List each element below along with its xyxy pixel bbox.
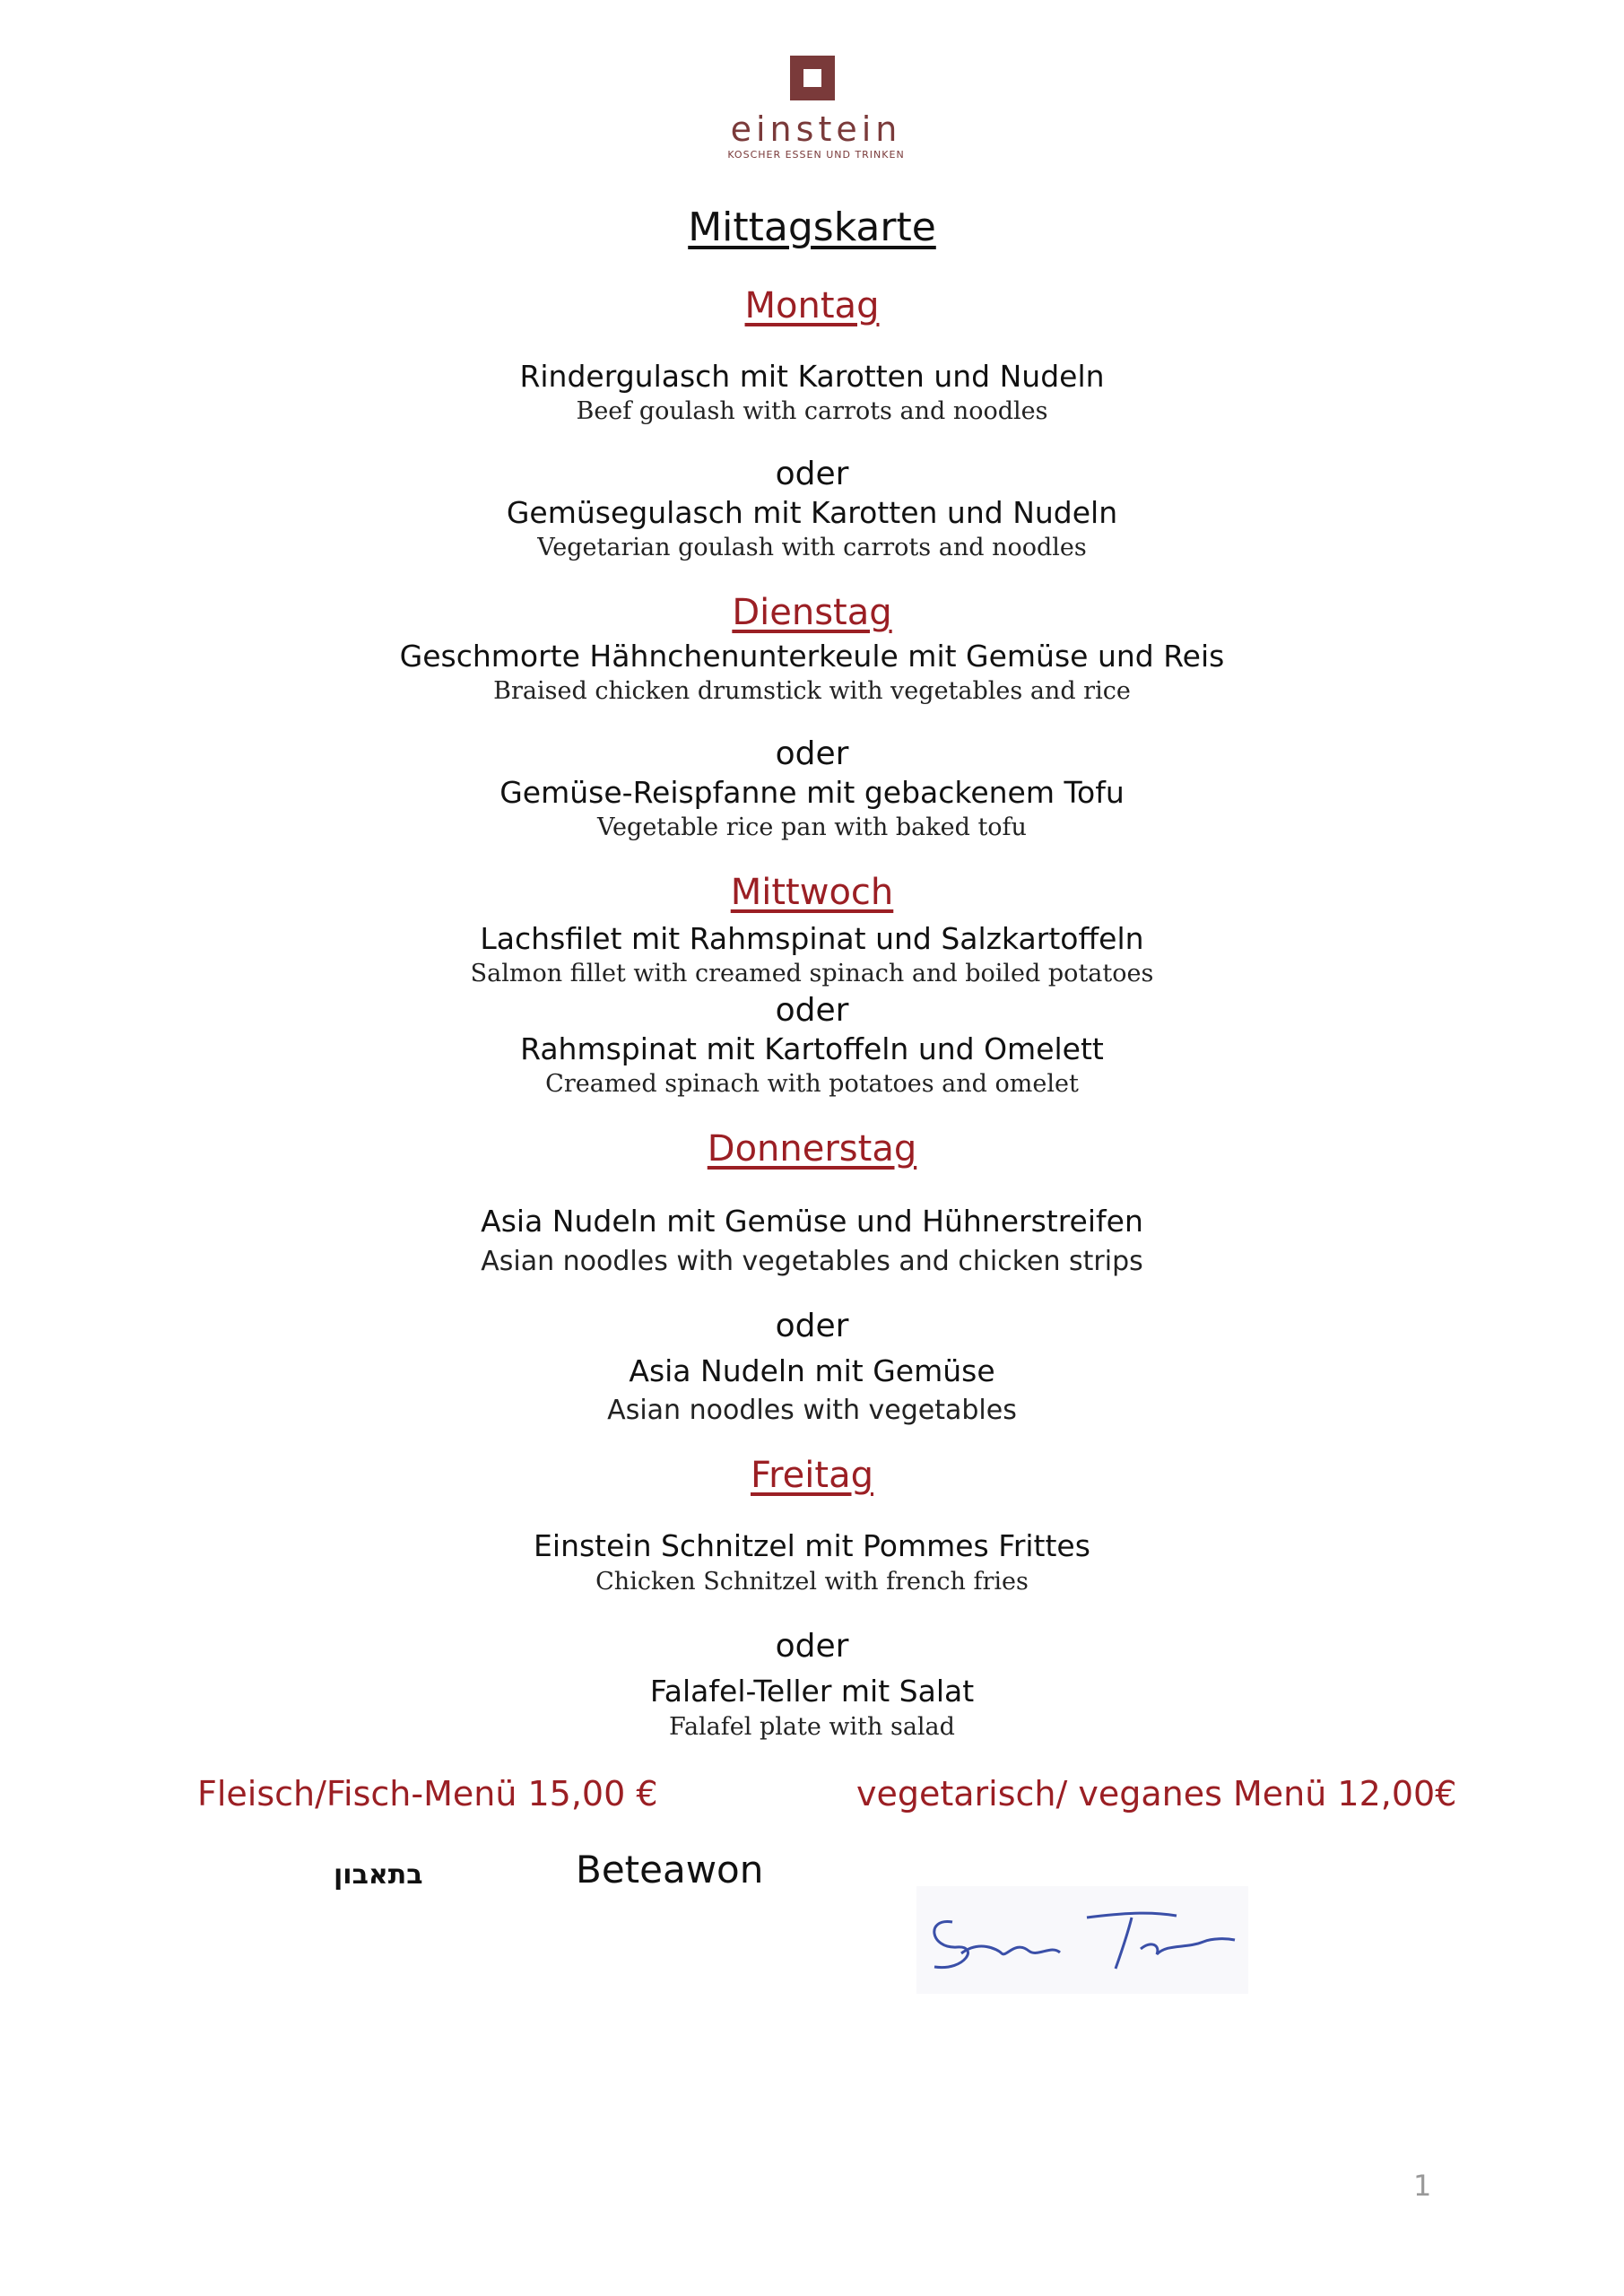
page-title: Mittagskarte (688, 204, 936, 250)
dish-title: Asia Nudeln mit Gemüse (629, 1353, 995, 1388)
dish-title: Einstein Schnitzel mit Pommes Frittes (534, 1528, 1090, 1563)
logo-square-icon (790, 56, 835, 100)
price-vegetarian: vegetarisch/ veganes Menü 12,00€ (856, 1774, 1457, 1813)
dish-translation: Asian noodles with vegetables (607, 1395, 1017, 1426)
greeting-hebrew: בתאבון (334, 1859, 423, 1891)
or-separator: oder (775, 1308, 849, 1344)
logo (713, 47, 919, 163)
or-separator: oder (775, 456, 849, 492)
dish-translation: Asian noodles with vegetables and chicken strips (481, 1246, 1143, 1277)
price-meat: Fleisch/Fisch-Menü 15,00 € (197, 1774, 658, 1813)
or-separator: oder (775, 1628, 849, 1665)
or-separator: oder (775, 735, 849, 772)
dish-title: Rindergulasch mit Karotten und Nudeln (519, 359, 1105, 394)
dish-translation: Salmon fillet with creamed spinach and boiled potatoes (470, 960, 1154, 987)
day-heading-dienstag: Dienstag (732, 592, 892, 633)
logo-tagline: KOSCHER ESSEN UND TRINKEN (727, 149, 905, 161)
dish-title: Rahmspinat mit Kartoffeln und Omelett (520, 1031, 1104, 1066)
signature-image (916, 1886, 1248, 1994)
day-heading-montag: Montag (744, 285, 880, 326)
dish-title: Gemüse-Reispfanne mit gebackenem Tofu (499, 775, 1125, 810)
day-heading-freitag: Freitag (751, 1455, 873, 1496)
dish-translation: Chicken Schnitzel with french fries (595, 1568, 1029, 1596)
dish-translation: Beef goulash with carrots and noodles (576, 397, 1048, 425)
dish-title: Geschmorte Hähnchenunterkeule mit Gemüse und Reis (399, 639, 1225, 674)
dish-translation: Vegetable rice pan with baked tofu (597, 813, 1027, 841)
dish-title: Lachsfilet mit Rahmspinat und Salzkartoffeln (480, 921, 1144, 956)
logo-name: einstein (730, 109, 902, 149)
dish-translation: Braised chicken drumstick with vegetables and rice (493, 677, 1131, 705)
or-separator: oder (775, 992, 849, 1029)
day-heading-donnerstag: Donnerstag (707, 1128, 917, 1170)
dish-translation: Creamed spinach with potatoes and omelet (545, 1070, 1079, 1098)
dish-translation: Vegetarian goulash with carrots and noodles (537, 534, 1087, 561)
dish-title: Falafel-Teller mit Salat (649, 1674, 975, 1709)
page-number: 1 (1413, 2169, 1432, 2203)
greeting-latin: Beteawon (576, 1848, 764, 1892)
dish-translation: Falafel plate with salad (669, 1713, 955, 1741)
day-heading-mittwoch: Mittwoch (730, 872, 894, 913)
dish-title: Gemüsegulasch mit Karotten und Nudeln (506, 495, 1118, 530)
dish-title: Asia Nudeln mit Gemüse und Hühnerstreifen (481, 1204, 1143, 1239)
